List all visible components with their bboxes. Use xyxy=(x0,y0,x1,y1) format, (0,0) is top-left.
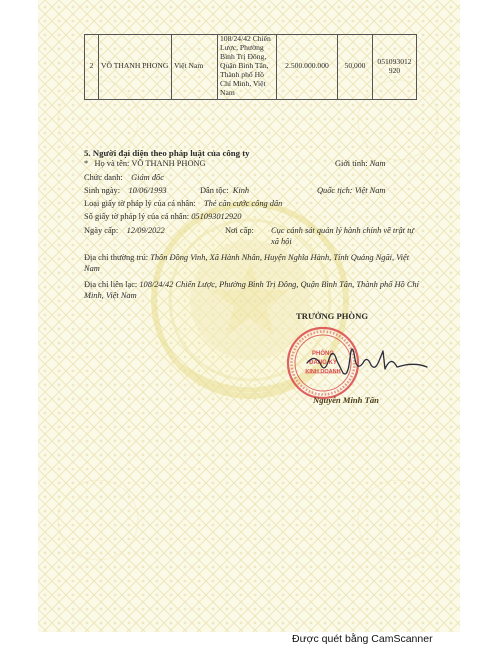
stamp-text-bottom: KINH DOANH xyxy=(305,369,341,375)
member-id-number: 051093012 920 xyxy=(373,35,417,100)
dob-row xyxy=(84,186,167,195)
document-page xyxy=(38,0,460,632)
doc-type-value: Thẻ căn cước công dân xyxy=(204,199,283,208)
title-value: Giám đốc xyxy=(131,173,164,182)
name-value: VÕ THANH PHONG xyxy=(131,159,206,168)
doc-type-label: Loại giấy tờ pháp lý của cá nhân: xyxy=(84,199,196,208)
contact-address-label: Địa chỉ liên lạc: xyxy=(84,280,138,289)
title-label: Chức danh: xyxy=(84,173,123,182)
doc-number-label: Số giấy tờ pháp lý của cá nhân: xyxy=(84,212,190,221)
ownership-percent: 50,000 xyxy=(338,35,373,100)
name-label: Họ và tên: xyxy=(94,159,130,168)
gender-value: Nam xyxy=(369,159,386,168)
capital-contribution: 2.500.000.000 xyxy=(277,35,338,100)
permanent-address-value: Thôn Đồng Vinh, Xã Hành Nhân, Huyện Nghĩa Hành, Tỉnh Quảng Ngãi, Việt Nam xyxy=(84,253,410,273)
gender-label: Giới tính: xyxy=(335,159,368,168)
nationality-row xyxy=(317,186,385,195)
stamp-text-mid: ĐĂNG KÝ xyxy=(309,360,337,366)
stamp-text-top: PHÒNG xyxy=(311,351,335,357)
signer-title: TRƯỞNG PHÒNG xyxy=(296,311,369,321)
contact-address-value: 108/24/42 Chiến Lược, Phường Bình Trị Đông, Quận Bình Tân, Thành phố Hồ Chí Minh, Việt Nam xyxy=(84,280,419,300)
permanent-address-label: Địa chỉ thường trú: xyxy=(84,253,149,262)
table-row xyxy=(85,35,417,100)
scanner-watermark: Được quét bằng CamScanner xyxy=(292,633,433,645)
gender-row xyxy=(335,159,386,168)
ethnic-label: Dân tộc: xyxy=(200,186,229,195)
issue-place-value: Cục cảnh sát quản lý hành chính về trật tự xã hội xyxy=(271,226,414,246)
signer-name: Nguyễn Minh Tấn xyxy=(313,395,379,405)
nationality-value: Việt Nam xyxy=(354,186,386,195)
dob-label: Sinh ngày: xyxy=(84,186,121,195)
name-row xyxy=(84,159,206,168)
member-address: 108/24/42 Chiến Lược, Phường Bình Trị Đông, Quận Bình Tân, Thành phố Hồ Chí Minh, Việt Nam xyxy=(218,35,277,100)
title-row xyxy=(84,173,164,182)
doc-type-row xyxy=(84,199,282,208)
issue-date-label: Ngày cấp: xyxy=(84,226,119,235)
ethnic-row xyxy=(200,186,249,195)
member-name: VÕ THANH PHONG xyxy=(99,35,172,100)
bullet: * xyxy=(84,159,89,168)
doc-number-value: 051093012920 xyxy=(191,212,242,221)
issue-place-row xyxy=(225,226,254,235)
issue-place-label: Nơi cấp: xyxy=(225,226,254,235)
doc-number-row xyxy=(84,212,241,221)
handwritten-signature xyxy=(305,343,430,377)
dob-value: 10/06/1993 xyxy=(128,186,167,195)
row-number: 2 xyxy=(85,35,99,100)
issue-date-row xyxy=(84,226,165,235)
members-table xyxy=(84,34,417,100)
nationality-label: Quốc tịch: xyxy=(317,186,353,195)
issue-date-value: 12/09/2022 xyxy=(126,226,165,235)
ethnic-value: Kinh xyxy=(232,186,250,195)
section-heading: 5. Người đại diện theo pháp luật của công ty xyxy=(84,148,250,158)
permanent-address xyxy=(84,253,424,274)
contact-address xyxy=(84,280,424,301)
member-nationality: Việt Nam xyxy=(172,35,218,100)
